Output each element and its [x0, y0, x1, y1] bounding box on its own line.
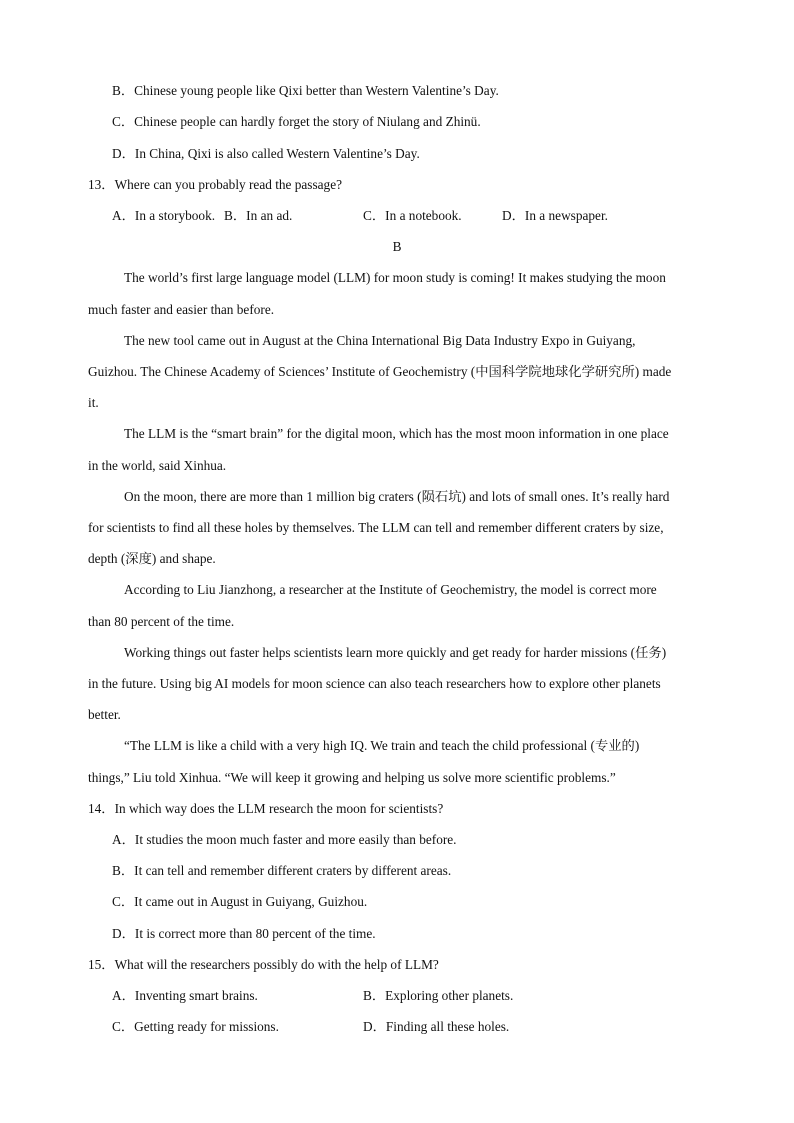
passage-line: much faster and easier than before. [88, 302, 275, 317]
passage-line: “The LLM is like a child with a very high IQ. We train and teach the child professional (专业的) [124, 738, 640, 753]
q12-option-b: B．Chinese young people like Qixi better than Western Valentine’s Day. [112, 83, 499, 98]
q15-stem: 15．What will the researchers possibly do with the help of LLM? [88, 957, 439, 972]
q14-stem: 14．In which way does the LLM research the moon for scientists? [88, 801, 444, 816]
q13-option-a: A．In a storybook. [112, 208, 216, 223]
q12-option-c: C．Chinese people can hardly forget the story of Niulang and Zhinü. [112, 114, 481, 129]
q13-option-c: C．In a notebook. [363, 208, 462, 223]
passage-line: than 80 percent of the time. [88, 614, 235, 629]
passage-line: depth (深度) and shape. [88, 551, 216, 566]
passage-line: better. [88, 707, 121, 722]
passage-line: On the moon, there are more than 1 million big craters (陨石坑) and lots of small ones. It’s really hard [124, 489, 670, 504]
passage-line: The world’s first large language model (LLM) for moon study is coming! It makes studying the moon [124, 270, 666, 285]
q15-option-a: A．Inventing smart brains. [112, 988, 258, 1003]
passage-line: in the world, said Xinhua. [88, 458, 227, 473]
q13-stem: 13．Where can you probably read the passage? [88, 177, 343, 192]
q14-option-b: B．It can tell and remember different craters by different areas. [112, 863, 452, 878]
section-heading: B [392, 239, 402, 254]
q12-option-d: D．In China, Qixi is also called Western Valentine’s Day. [112, 146, 420, 161]
passage-line: things,” Liu told Xinhua. “We will keep it growing and helping us solve more scientific problems.” [88, 770, 616, 785]
q13-option-d: D．In a newspaper. [502, 208, 608, 223]
q15-option-b: B．Exploring other planets. [363, 988, 514, 1003]
q14-option-a: A．It studies the moon much faster and more easily than before. [112, 832, 457, 847]
passage-line: According to Liu Jianzhong, a researcher at the Institute of Geochemistry, the model is correct more [124, 582, 657, 597]
passage-line: in the future. Using big AI models for moon science can also teach researchers how to explore other planets [88, 676, 661, 691]
q14-option-c: C．It came out in August in Guiyang, Guizhou. [112, 894, 368, 909]
q15-option-c: C．Getting ready for missions. [112, 1019, 279, 1034]
q13-option-b: B．In an ad. [224, 208, 293, 223]
passage-line: Working things out faster helps scientists learn more quickly and get ready for harder missions (任务) [124, 645, 667, 660]
passage-line: The LLM is the “smart brain” for the digital moon, which has the most moon information in one place [124, 426, 669, 441]
q15-option-d: D．Finding all these holes. [363, 1019, 510, 1034]
passage-line: it. [88, 395, 99, 410]
passage-line: for scientists to find all these holes by themselves. The LLM can tell and remember different craters by size, [88, 520, 664, 535]
passage-line: The new tool came out in August at the China International Big Data Industry Expo in Guiyang, [124, 333, 636, 348]
passage-line: Guizhou. The Chinese Academy of Sciences’ Institute of Geochemistry (中国科学院地球化学研究所) made [88, 364, 672, 379]
q14-option-d: D．It is correct more than 80 percent of the time. [112, 926, 376, 941]
